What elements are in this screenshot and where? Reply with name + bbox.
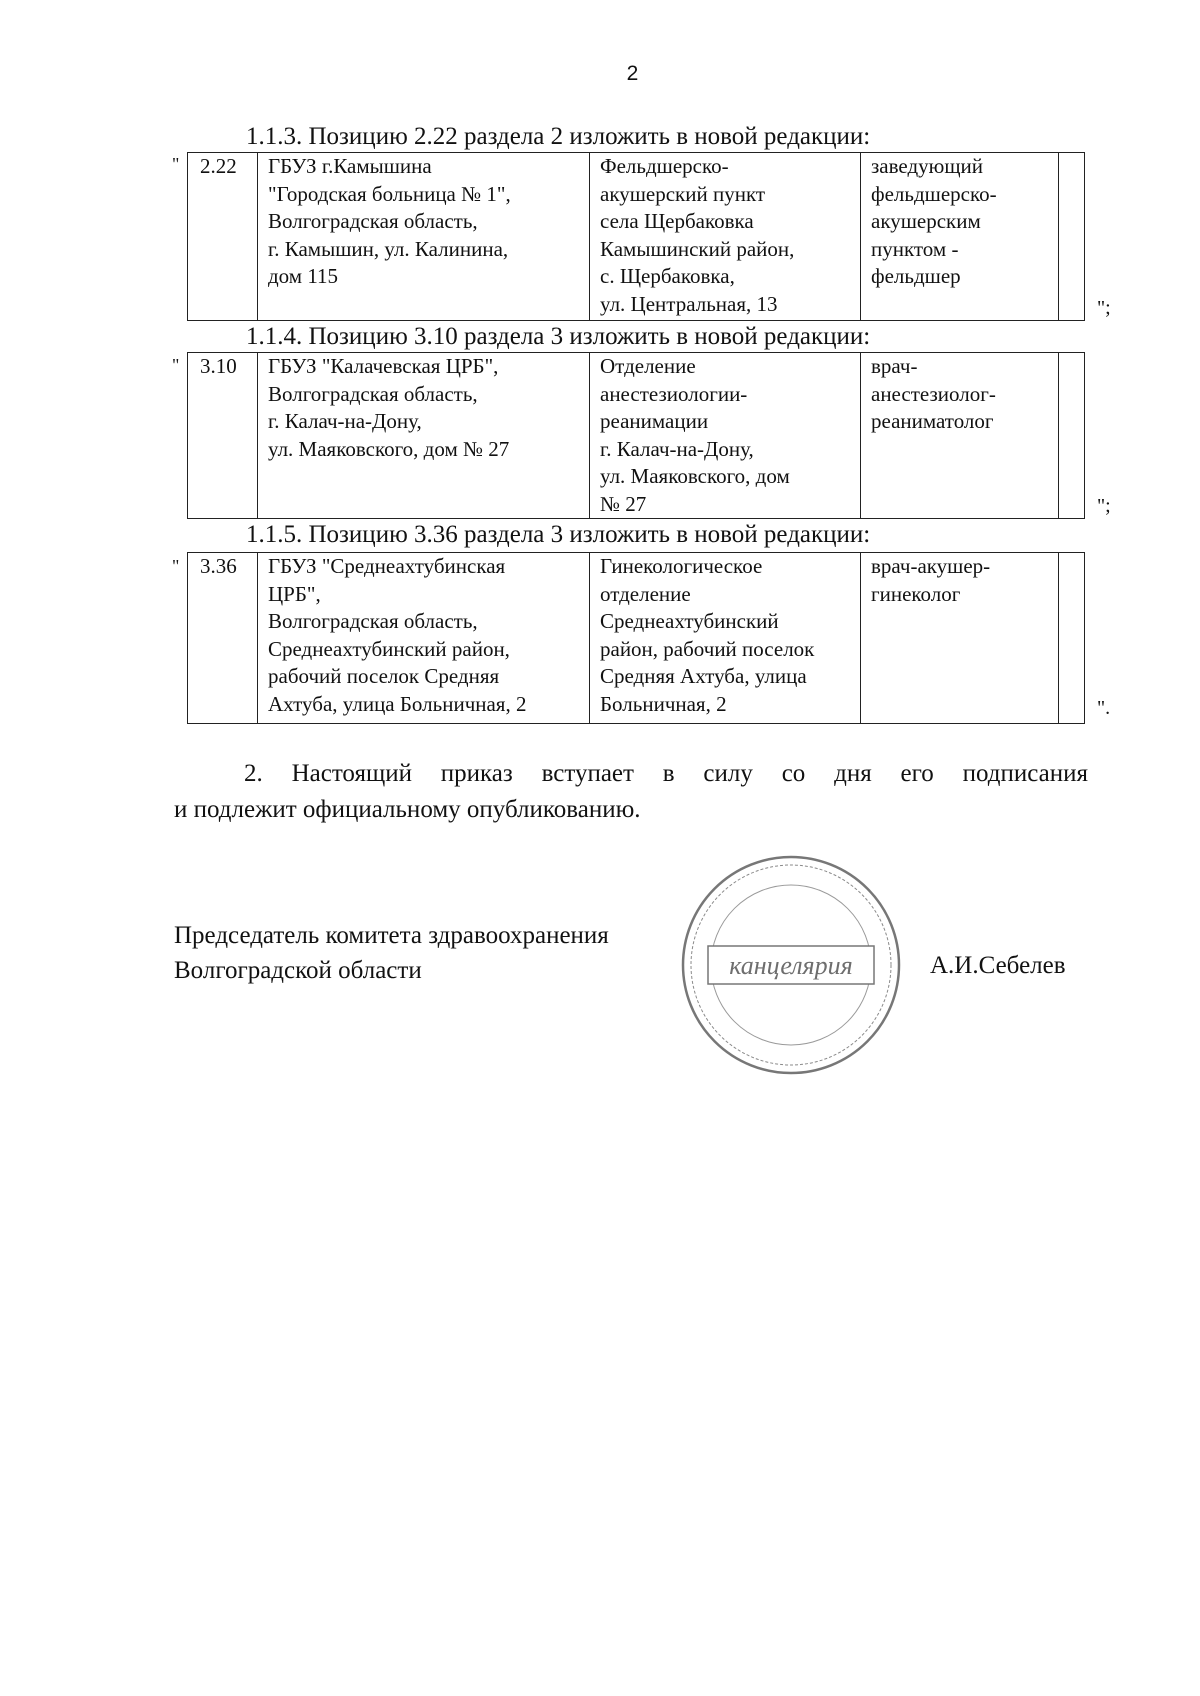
cell-line: фельдшер bbox=[871, 264, 961, 288]
cell-line: Волгоградская область, bbox=[268, 209, 478, 233]
cell-line: ул. Маяковского, дом № 27 bbox=[268, 436, 510, 461]
empty-cell bbox=[1059, 153, 1085, 321]
open-quote-mark: " bbox=[172, 556, 180, 576]
unit-cell bbox=[590, 553, 861, 724]
cell-line: Камышинский район, bbox=[600, 236, 795, 261]
cell-line: г. Калач-на-Дону, bbox=[600, 436, 754, 461]
paragraph-line: 2. Настоящий приказ вступает в силу со дня его подписания bbox=[244, 760, 1088, 787]
job-position-cell bbox=[861, 353, 1059, 519]
cell-line: дом 115 bbox=[268, 264, 339, 288]
empty-cell bbox=[1059, 353, 1085, 519]
section-heading-1-1-5: 1.1.5. Позицию 3.36 раздела 3 изложить в новой редакции: bbox=[246, 521, 871, 548]
close-quote-mark: "; bbox=[1097, 297, 1111, 319]
cell-line: Волгоградская область, bbox=[268, 609, 478, 633]
cell-line: Гинекологическое bbox=[600, 554, 763, 578]
section-heading-1-1-3: 1.1.3. Позицию 2.22 раздела 2 изложить в новой редакции: bbox=[246, 123, 871, 150]
cell-line: пунктом - bbox=[871, 236, 959, 261]
office-stamp-icon bbox=[678, 852, 904, 1078]
cell-line: ул. Центральная, 13 bbox=[600, 291, 778, 316]
cell-line: акушерский пункт bbox=[600, 181, 766, 206]
amendment-table-2-22 bbox=[187, 152, 1085, 321]
cell-line: ГБУЗ г.Камышина bbox=[268, 154, 432, 178]
table-row bbox=[188, 353, 1085, 519]
cell-line: реаниматолог bbox=[871, 409, 994, 433]
organization-cell bbox=[258, 353, 590, 519]
cell-line: фельдшерско- bbox=[871, 181, 997, 206]
table-row bbox=[188, 553, 1085, 724]
cell-line: Фельдшерско- bbox=[600, 154, 729, 178]
cell-line: г. Калач-на-Дону, bbox=[268, 409, 422, 433]
cell-line: ГБУЗ "Среднеахтубинская bbox=[268, 554, 506, 578]
closing-paragraph bbox=[174, 756, 1088, 828]
cell-line: села Щербаковка bbox=[600, 209, 754, 233]
paragraph-line: и подлежит официальному опубликованию. bbox=[174, 796, 641, 823]
open-quote-mark: " bbox=[172, 154, 180, 174]
cell-line: "Городская больница № 1", bbox=[268, 181, 511, 206]
cell-line: Среднеахтубинский bbox=[600, 609, 779, 633]
unit-cell bbox=[590, 153, 861, 321]
position-number-cell: 3.36 bbox=[188, 553, 258, 724]
cell-line: рабочий поселок Средняя bbox=[268, 664, 500, 688]
cell-line: отделение bbox=[600, 581, 691, 606]
close-quote-mark: "; bbox=[1097, 495, 1111, 517]
cell-line: Отделение bbox=[600, 354, 696, 378]
open-quote-mark: " bbox=[172, 355, 180, 375]
signer-title bbox=[174, 918, 609, 988]
organization-cell bbox=[258, 153, 590, 321]
cell-line: врач-акушер- bbox=[871, 554, 991, 578]
table-row bbox=[188, 153, 1085, 321]
cell-line: Среднеахтубинский район, bbox=[268, 636, 510, 661]
cell-line: реанимации bbox=[600, 409, 709, 433]
amendment-table-3-36 bbox=[187, 552, 1085, 724]
stamp-center-text: канцелярия bbox=[729, 951, 853, 980]
position-number-cell: 3.10 bbox=[188, 353, 258, 519]
cell-line: № 27 bbox=[600, 491, 647, 516]
cell-line: заведующий bbox=[871, 154, 983, 178]
organization-cell bbox=[258, 553, 590, 724]
cell-line: ул. Маяковского, дом bbox=[600, 464, 790, 488]
amendment-table-3-10 bbox=[187, 352, 1085, 519]
job-position-cell bbox=[861, 553, 1059, 724]
signer-title-line: Председатель комитета здравоохранения bbox=[174, 922, 609, 949]
cell-line: район, рабочий поселок bbox=[600, 636, 815, 661]
cell-line: Средняя Ахтуба, улица bbox=[600, 664, 807, 688]
cell-line: Ахтуба, улица Больничная, 2 bbox=[268, 691, 527, 716]
cell-line: врач- bbox=[871, 354, 918, 378]
page-number: 2 bbox=[626, 62, 639, 85]
position-number-cell: 2.22 bbox=[188, 153, 258, 321]
cell-line: Волгоградская область, bbox=[268, 381, 478, 406]
cell-line: Больничная, 2 bbox=[600, 691, 727, 716]
signer-title-line: Волгоградской области bbox=[174, 957, 422, 984]
close-quote-mark: ". bbox=[1097, 697, 1111, 719]
cell-line: с. Щербаковка, bbox=[600, 264, 735, 288]
cell-line: ЦРБ", bbox=[268, 581, 321, 606]
cell-line: г. Камышин, ул. Калинина, bbox=[268, 236, 509, 261]
empty-cell bbox=[1059, 553, 1085, 724]
unit-cell bbox=[590, 353, 861, 519]
cell-line: анестезиологии- bbox=[600, 381, 748, 406]
cell-line: анестезиолог- bbox=[871, 381, 996, 406]
cell-line: ГБУЗ "Калачевская ЦРБ", bbox=[268, 354, 499, 378]
signee-name: А.И.Себелев bbox=[930, 952, 1066, 979]
section-heading-1-1-4: 1.1.4. Позицию 3.10 раздела 3 изложить в новой редакции: bbox=[246, 323, 871, 350]
cell-line: акушерским bbox=[871, 209, 981, 233]
job-position-cell bbox=[861, 153, 1059, 321]
cell-line: гинеколог bbox=[871, 581, 961, 606]
